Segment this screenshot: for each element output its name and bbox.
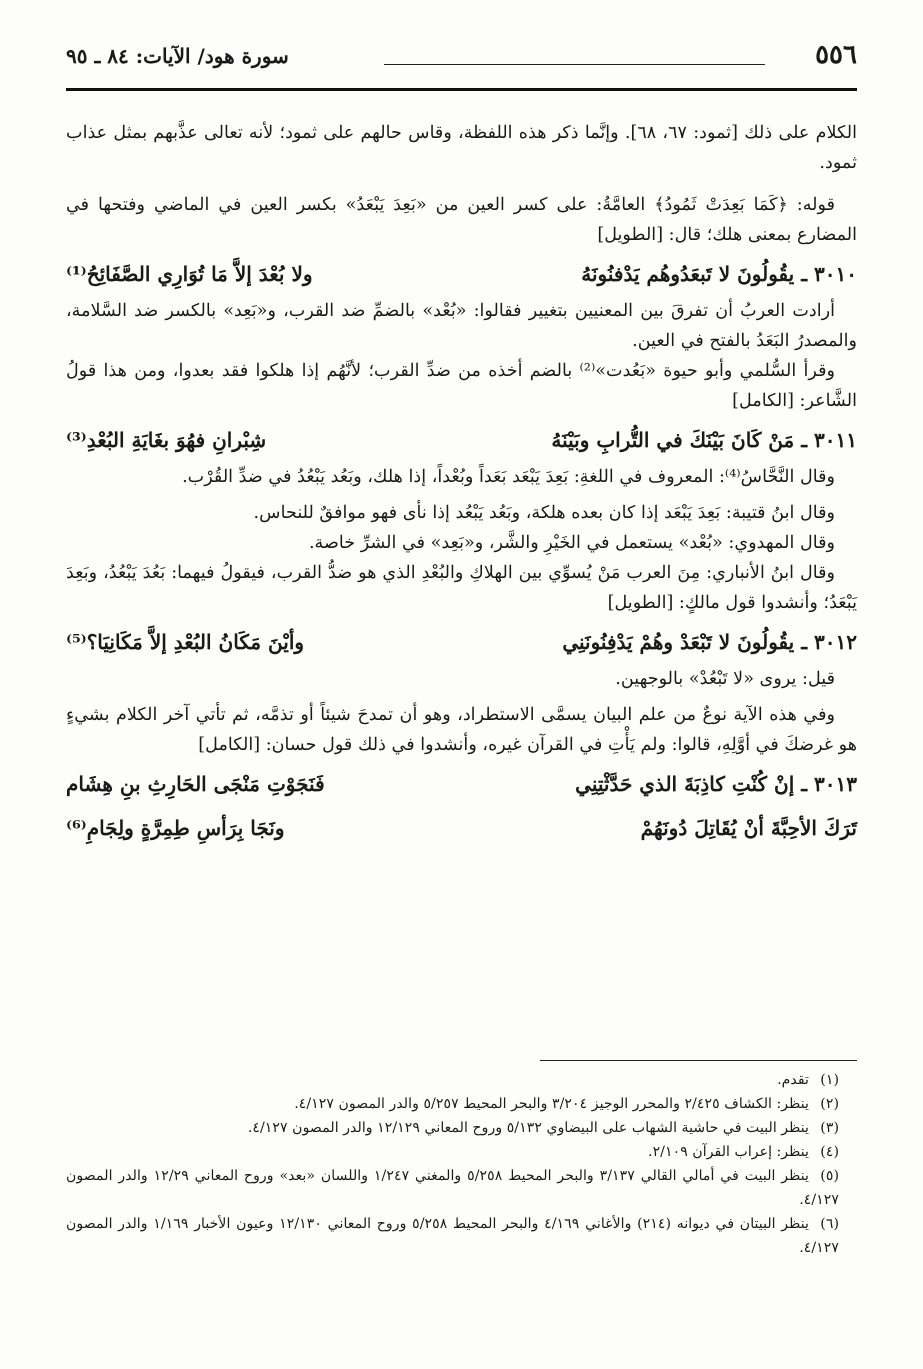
paragraph: الكلام على ذلك [ثمود: ٦٧، ٦٨]. وإنَّما ذكر هذه اللفظة، وقاس حالهم على ثمود؛ لأنه تعالى عذَّبهم بمثل عذاب ثمود. [66, 123, 857, 173]
footnote-number: (١) [820, 1072, 839, 1088]
footnote-text: ينظر: الكشاف ٢/٤٢٥ والمحرر الوجيز ٣/٢٠٤ والبحر المحيط ٥/٢٥٧ والدر المصون ٤/١٢٧. [294, 1096, 809, 1112]
verse-3012 [66, 622, 857, 662]
verse-hemistich-second: شِبْرانِ فهُوَ بغَايَةِ البُعْدِ⁽³⁾ [66, 428, 267, 452]
main-text [66, 118, 857, 850]
paragraph: وقال النَّحَّاسُ⁽⁴⁾: المعروف في اللغةِ: بَعِدَ يَبْعَد بَعَداً وبُعْداً، إذا هلك، وبَعُد يَبْعُدُ في ضدِّ القُرْب. [182, 467, 835, 487]
footnote-number: (٢) [820, 1096, 839, 1112]
footnote-rule [540, 1060, 857, 1061]
footnote [66, 1068, 839, 1092]
running-header [66, 40, 857, 84]
page-number: ٥٥٦ [815, 40, 857, 70]
verse-hemistich-second: ولا بُعْدَ إلاَّ مَا تُوَارِي الصَّفَائِحُ⁽¹⁾ [66, 262, 313, 286]
verse-3011 [66, 420, 857, 460]
footnote [66, 1092, 839, 1116]
paragraph: أرادت العربُ أن تفرقَ بين المعنيين بتغيير فقالوا: «بُعْد» بالضمِّ ضد القرب، و«بَعِد» بالكسر ضد السَّلامة، والمصدرُ البَعَدُ بالفتح في العين. [66, 301, 857, 351]
footnote-number: (٥) [820, 1168, 839, 1184]
verse-3013-line2 [66, 808, 857, 848]
header-rule [66, 88, 857, 91]
paragraph: وقال ابنُ الأنباري: مِنَ العرب مَنْ يُسوِّي بين الهلاكِ والبُعْدِ الذي هو ضدُّ القرب، فيقولُ فيهما: بَعُدَ يَبْعُدُ، وبَعِدَ يَبْعَدُ؛ وأنشدوا قول مالكٍ: [الطويل] [66, 563, 857, 613]
paragraph: وفي هذه الآية نوعٌ من علم البيان يسمَّى الاستطراد، وهو أن تمدحَ شيئاً أو تذمَّه، ثم تأتي آخر الكلام بشيءٍ هو غرضكَ في أوَّلِهِ، قالوا: ولم يَأْتِ في القرآن غيره، وأنشدوا في ذلك قول حسان: [الكامل] [66, 705, 857, 755]
verse-3010 [66, 254, 857, 294]
header-dash-line [384, 64, 765, 65]
footnote [66, 1212, 839, 1260]
footnote-text: ينظر البيت في حاشية الشهاب على البيضاوي ٥/١٣٢ وروح المعاني ١٢/١٢٩ والدر المصون ٤/١٢٧. [247, 1120, 809, 1136]
paragraph: قوله: ﴿كَمَا بَعِدَتْ ثَمُودُ﴾ العامَّةُ: على كسر العين من «بَعِدَ يَبْعَدُ» بكسر العين في الماضي وفتحها في المضارع بمعنى هلك؛ قال: [الطويل] [66, 195, 857, 245]
verse-hemistich-first: ٣٠١٣ ـ إنْ كُنْتِ كاذِبَةَ الذي حَدَّثْتِنِي [575, 772, 857, 796]
footnote-text: تقدم. [777, 1072, 809, 1088]
running-title: سورة هود/ الآيات: ٨٤ ـ ٩٥ [66, 44, 289, 68]
footnote [66, 1164, 839, 1212]
verse-hemistich-first: ٣٠١١ ـ مَنْ كَانَ بَيْنَكَ في التُّرابِ وبَيْنَهُ [551, 428, 857, 452]
verse-hemistich-second: ونَجَا بِرَأسِ طِمِرَّةٍ ولِجَامِ⁽⁶⁾ [66, 816, 285, 840]
verse-hemistich-first: تَرَكَ الأحِبَّةَ أنْ يُقَاتِلَ دُونَهُمْ [640, 816, 857, 840]
verse-hemistich-second: وأيْنَ مَكَانُ البُعْدِ إلاَّ مَكَانِيَا؟⁽⁵⁾ [66, 630, 305, 654]
footnote-number: (٤) [820, 1144, 839, 1160]
footnote-text: ينظر البيتان في ديوانه (٢١٤) والأغاني ٤/١٦٩ والبحر المحيط ٥/٢٥٨ وروح المعاني ١٢/١٣٠ وعيون الأخبار ١/١٦٩ والدر المصون ٤/١٢٧. [66, 1216, 839, 1256]
paragraph: وقرأ السُّلمي وأبو حيوة «بَعُدت»⁽²⁾ بالضم أخذه من ضدِّ القرب؛ لأنَّهُم إذا هلكوا فقد بعدوا، ومن هذا قولُ الشَّاعر: [الكامل] [66, 361, 857, 411]
footnotes [66, 1068, 839, 1260]
footnote-text: ينظر: إعراب القرآن ٢/١٠٩. [648, 1144, 809, 1160]
footnote-number: (٣) [820, 1120, 839, 1136]
verse-3013-line1 [66, 764, 857, 804]
footnote-number: (٦) [820, 1216, 839, 1232]
footnote [66, 1140, 839, 1164]
paragraph: قيل: يروى «لا تَبْعُدْ» بالوجهين. [615, 669, 835, 689]
footnote [66, 1116, 839, 1140]
paragraph: وقال ابنُ قتيبة: بَعِدَ يَبْعَد إذا كان بعده هلكة، وبَعُد يَبْعُد إذا نأى فهو موافقٌ للنحاس. [253, 503, 835, 523]
paragraph: وقال المهدوي: «بُعْد» يستعمل في الخَيْرِ والشَّر، و«بَعِد» في الشرِّ خاصة. [308, 533, 835, 553]
verse-hemistich-first: ٣٠١٢ ـ يقُولُونَ لا تَبْعَدْ وهُمْ يَدْفِنُونَنِي [562, 630, 857, 654]
verse-hemistich-second: فَنَجَوْتِ مَنْجَى الحَارِثِ بنِ هِشَام [66, 772, 325, 796]
footnote-text: ينظر البيت في أمالي القالي ٣/١٣٧ والبحر المحيط ٥/٢٥٨ والمغني ١/٢٤٧ واللسان «بعد» وروح المعاني ١٢/٢٩ والدر المصون ٤/١٢٧. [66, 1168, 839, 1208]
verse-hemistich-first: ٣٠١٠ ـ يقُولُونَ لا تَبعَدُوهُم يَدْفنُونَهُ [581, 262, 857, 286]
